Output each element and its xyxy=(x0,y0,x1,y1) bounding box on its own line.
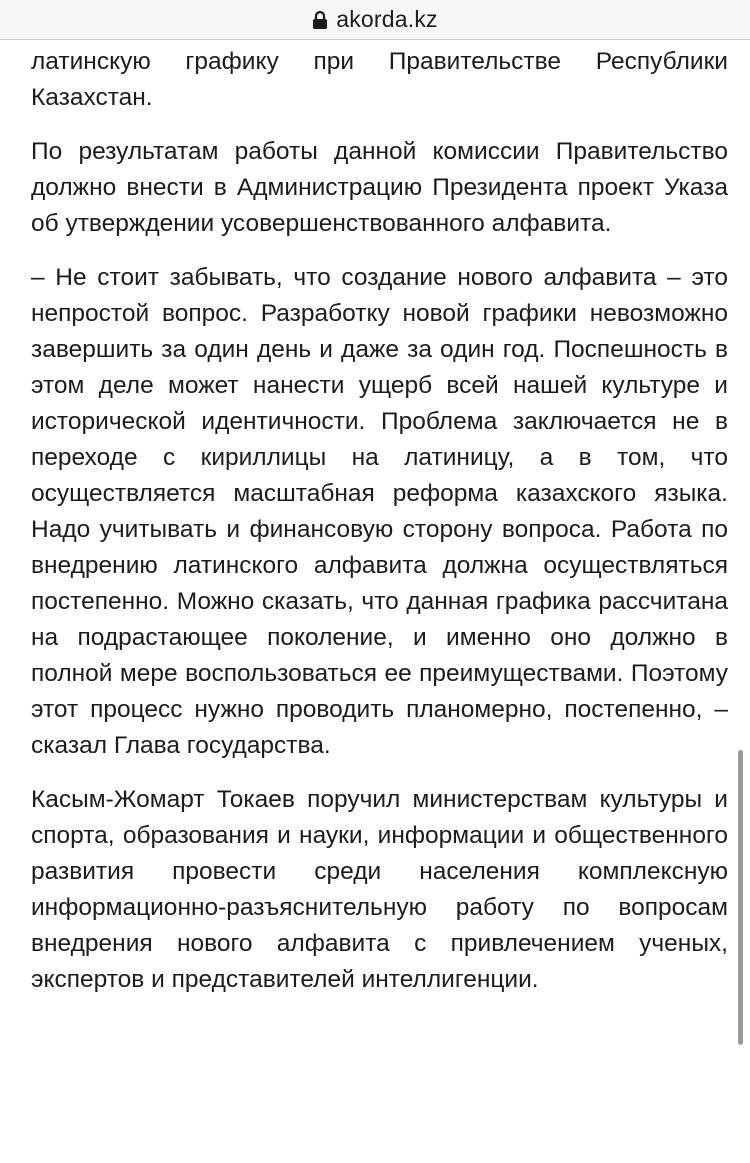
article-paragraph-1: латинскую графику при Правительстве Республики Казахстан. xyxy=(31,48,728,111)
domain-label[interactable]: akorda.kz xyxy=(336,6,438,32)
scrollbar[interactable] xyxy=(738,750,743,1045)
article-body xyxy=(31,40,728,1016)
article-paragraph-3: – Не стоит забывать, что создание нового алфавита – это непростой вопрос. Разработку новой графики невозможно завершить за один день и даже за один год. Поспешность в этом деле может нанести ущерб всей нашей культуре и исторической идентичности. Проблема заключается не в переходе с кириллицы на латиницу, а в том, что осуществляется масштабная реформа казахского языка. Надо учитывать и финансовую сторону вопроса. Работа по внедрению латинского алфавита должна осуществляться постепенно. Можно сказать, что данная графика рассчитана на подрастающее поколение, и именно оно должно в полной мере воспользоваться ее преимуществами. Поэтому этот процесс нужно проводить планомерно, постепенно, – сказал Глава государства. xyxy=(31,264,728,759)
address-bar[interactable] xyxy=(0,0,750,40)
article-paragraph-4: Касым-Жомарт Токаев поручил министерствам культуры и спорта, образования и науки, информации и общественного развития провести среди населения комплексную информационно-разъяснительную работу по вопросам внедрения нового алфавита с привлечением ученых, экспертов и представителей интеллигенции. xyxy=(31,786,728,993)
lock-icon xyxy=(312,10,328,30)
article-paragraph-2: По результатам работы данной комиссии Правительство должно внести в Администрацию Президента проект Указа об утверждении усовершенствованного алфавита. xyxy=(31,138,728,237)
address-bar-content[interactable] xyxy=(312,6,438,33)
